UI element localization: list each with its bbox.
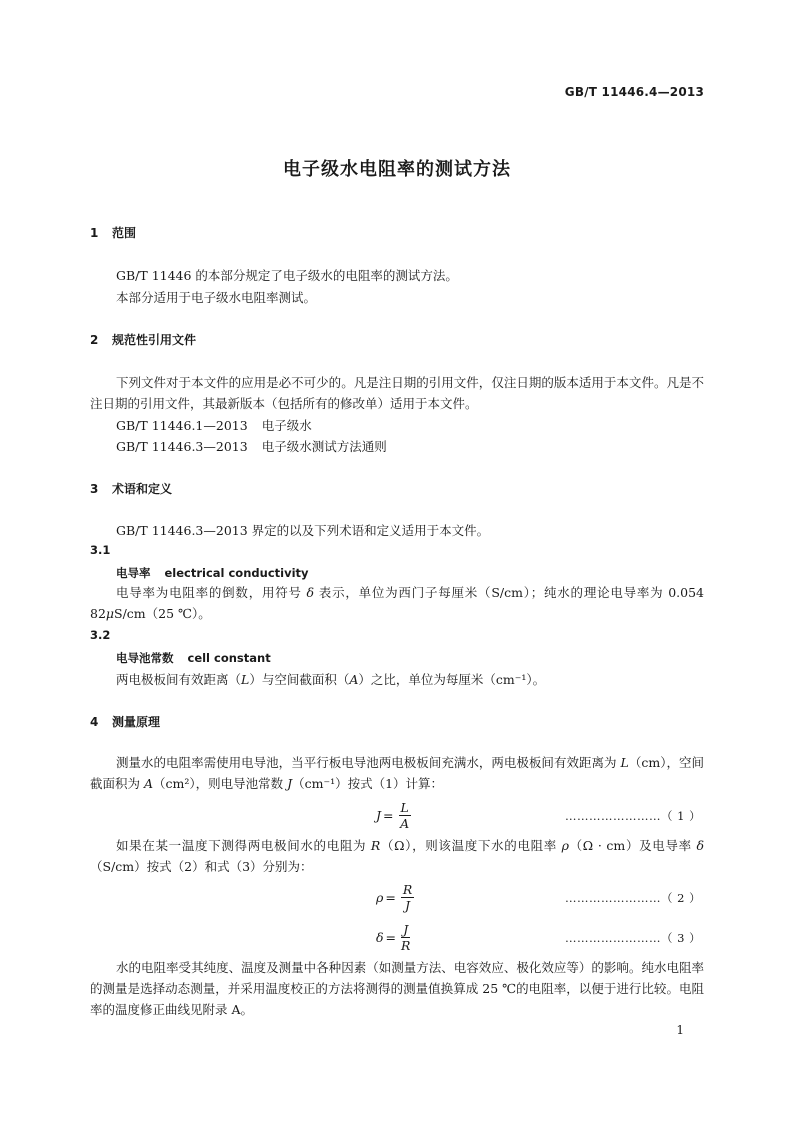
- term-zh: 电导率: [116, 566, 151, 580]
- numerator: J: [403, 922, 409, 937]
- definition-text: 表示，单位为西门子每厘米（S/cm）；纯水的理论电导率为 0.054 82: [90, 585, 704, 621]
- term-en: cell constant: [187, 651, 271, 665]
- paragraph-text: （cm），空间截面积为: [90, 755, 704, 791]
- section-2-heading: [90, 331, 196, 348]
- fraction: [401, 922, 410, 953]
- paragraph-text: （Ω · cm）及电导率: [568, 838, 697, 853]
- section-title: 测量原理: [112, 715, 161, 729]
- section-4-paragraph-2: [90, 835, 704, 877]
- symbol-A: A: [349, 672, 359, 687]
- paragraph-text: （S/cm）按式（2）和式（3）分别为：: [90, 859, 313, 874]
- equation-2: [376, 882, 414, 913]
- reference-name: 电子级水测试方法通则: [261, 439, 387, 454]
- symbol-mu: μ: [105, 606, 115, 621]
- section-title: 术语和定义: [112, 482, 173, 496]
- definition-text: ）之比，单位为每厘米（cm⁻¹）。: [358, 672, 546, 687]
- term-3-1-title: [116, 565, 309, 581]
- numerator: L: [400, 800, 409, 815]
- reference-item: [116, 437, 387, 455]
- section-4-paragraph-3: 水的电阻率受其纯度、温度及测量中各种因素（如测量方法、电容效应、极化效应等）的影响。纯水电阻率的测量是选择动态测量，并采用温度校正的方法将测得的测量值换算成 25 ℃的电阻率，以便于进行比较。电阻率的温度修正曲线见附录 A。: [90, 960, 704, 1017]
- section-number: 3: [90, 482, 99, 496]
- symbol-R: R: [370, 838, 381, 853]
- fraction: [399, 800, 411, 831]
- equals-sign: =: [385, 930, 397, 945]
- definition-text: 电导率为电阻率的倒数，用符号: [116, 585, 307, 600]
- section-3-heading: [90, 480, 172, 497]
- term-3-2-definition: [116, 670, 545, 688]
- section-title: 范围: [112, 226, 137, 240]
- symbol-delta: δ: [696, 838, 704, 853]
- symbol-L: L: [620, 755, 629, 770]
- paragraph-text: 测量水的电阻率需使用电导池，当平行板电导池两电极板间充满水，两电极板间有效距离为: [116, 755, 621, 770]
- reference-code: GB/T 11446.3—2013: [116, 439, 248, 454]
- equation-2-number: ……………………（ 2 ）: [565, 891, 702, 905]
- equation-1-number: ……………………（ 1 ）: [565, 809, 702, 823]
- page-number: 1: [676, 1023, 684, 1037]
- term-en: electrical conductivity: [164, 566, 309, 580]
- equals-sign: =: [385, 890, 396, 905]
- section-2-paragraph: 下列文件对于本文件的应用是必不可少的。凡是注日期的引用文件，仅注日期的版本适用于本文件。凡是不注日期的引用文件，其最新版本（包括所有的修改单）适用于本文件。: [90, 375, 704, 411]
- numerator: R: [402, 882, 413, 897]
- denominator: R: [401, 938, 411, 953]
- term-3-2-number: 3.2: [90, 628, 111, 642]
- denominator: J: [405, 898, 411, 913]
- equation-1: [376, 800, 411, 831]
- equation-3: [376, 922, 410, 953]
- reference-item: [116, 416, 312, 434]
- paragraph-text: （Ω），则该温度下水的电阻率: [380, 838, 562, 853]
- reference-name: 电子级水: [261, 418, 312, 433]
- paragraph-text: （cm²），则电导池常数: [153, 776, 288, 791]
- equals-sign: =: [383, 808, 394, 823]
- fraction: [401, 882, 414, 913]
- reference-code: GB/T 11446.1—2013: [116, 418, 248, 433]
- term-3-1-number: 3.1: [90, 543, 111, 557]
- section-1-paragraph-1: GB/T 11446 的本部分规定了电子级水的电阻率的测试方法。: [116, 268, 458, 283]
- section-title: 规范性引用文件: [112, 333, 197, 347]
- section-4-heading: [90, 713, 160, 730]
- section-number: 1: [90, 226, 99, 240]
- equation-3-number: ……………………（ 3 ）: [565, 931, 702, 945]
- definition-text: S/cm（25 ℃）。: [114, 606, 211, 621]
- paragraph-text: 如果在某一温度下测得两电极间水的电阻为: [116, 838, 371, 853]
- equation-lhs: δ: [376, 930, 384, 945]
- section-4-paragraph-1: [90, 752, 704, 794]
- symbol-L: L: [241, 672, 250, 687]
- standard-code: GB/T 11446.4—2013: [564, 85, 704, 99]
- definition-text: ）与空间截面积（: [249, 672, 350, 687]
- term-zh: 电导池常数: [116, 651, 174, 665]
- denominator: A: [400, 816, 410, 831]
- section-3-paragraph: GB/T 11446.3—2013 界定的以及下列术语和定义适用于本文件。: [116, 523, 490, 538]
- section-number: 2: [90, 333, 99, 347]
- equation-lhs: ρ: [376, 890, 384, 905]
- document-title: 电子级水电阻率的测试方法: [283, 159, 511, 180]
- symbol-A: A: [143, 776, 154, 791]
- symbol-J: J: [287, 776, 293, 791]
- equation-lhs: J: [376, 808, 382, 823]
- section-1-heading: [90, 224, 136, 241]
- definition-text: 两电极板间有效距离（: [116, 672, 242, 687]
- term-3-1-definition: [90, 582, 704, 624]
- paragraph-text: （cm⁻¹）按式（1）计算：: [292, 776, 444, 791]
- symbol-rho: ρ: [561, 838, 569, 853]
- section-number: 4: [90, 715, 99, 729]
- symbol-delta: δ: [306, 585, 315, 600]
- term-3-2-title: [116, 650, 271, 666]
- section-1-paragraph-2: 本部分适用于电子级水电阻率测试。: [116, 290, 317, 305]
